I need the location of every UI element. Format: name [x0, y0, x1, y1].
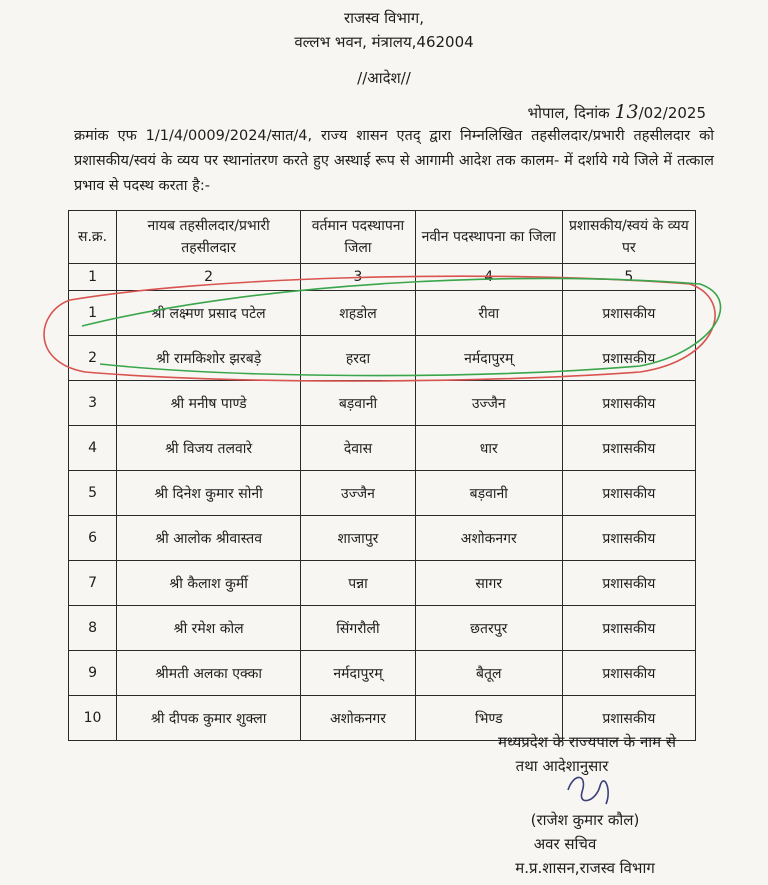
signatory-name: (राजेश कुमार कौल) — [530, 811, 640, 829]
cell-officer: श्री लक्ष्मण प्रसाद पटेल — [117, 291, 301, 336]
cell-officer: श्री रमेश कोल — [117, 606, 301, 651]
date-day-handwritten: 13 — [614, 101, 639, 123]
cell-new-district: नर्मदापुरम् — [415, 336, 562, 381]
cell-officer: श्रीमती अलका एक्का — [117, 651, 301, 696]
column-number: 4 — [415, 264, 562, 291]
column-number: 1 — [69, 264, 117, 291]
cell-serial: 10 — [69, 696, 117, 741]
cell-officer: श्री दीपक कुमार शुक्ला — [117, 696, 301, 741]
table-row — [69, 381, 696, 426]
transfer-table — [68, 210, 696, 741]
table-row — [69, 426, 696, 471]
signature-line-order: तथा आदेशानुसार — [515, 757, 609, 775]
date-prefix: भोपाल, दिनांक — [527, 104, 610, 122]
cell-serial: 5 — [69, 471, 117, 516]
table-row — [69, 291, 696, 336]
cell-current-district: अशोकनगर — [301, 696, 416, 741]
order-heading: //आदेश// — [357, 69, 411, 87]
cell-officer: श्री दिनेश कुमार सोनी — [117, 471, 301, 516]
cell-expense-type: प्रशासकीय — [562, 516, 695, 561]
cell-expense-type: प्रशासकीय — [562, 291, 695, 336]
cell-serial: 6 — [69, 516, 117, 561]
order-body-text: क्रमांक एफ 1/1/4/0009/2024/सात/4, राज्य शासन एतद् द्वारा निम्नलिखित तहसीलदार/प्रभारी तहसीलदार को प्रशासकीय/स्वयं के व्यय पर स्थानांतरण करते हुए अस्थाई रूप से आगामी आदेश तक कालम- में दर्शाये गये जिले में तत्काल प्रभाव से पदस्थ करता है:- — [74, 128, 714, 194]
header-new-district: नवीन पदस्थापना का जिला — [415, 211, 562, 264]
signatory-designation: अवर सचिव — [533, 835, 597, 853]
cell-new-district: उज्जैन — [415, 381, 562, 426]
column-number: 2 — [117, 264, 301, 291]
cell-expense-type: प्रशासकीय — [562, 426, 695, 471]
cell-current-district: बड़वानी — [301, 381, 416, 426]
cell-expense-type: प्रशासकीय — [562, 336, 695, 381]
cell-current-district: नर्मदापुरम् — [301, 651, 416, 696]
cell-serial: 4 — [69, 426, 117, 471]
header-expense-type: प्रशासकीय/स्वयं के व्यय पर — [562, 211, 695, 264]
cell-officer: श्री विजय तलवारे — [117, 426, 301, 471]
cell-expense-type: प्रशासकीय — [562, 651, 695, 696]
cell-current-district: शाजापुर — [301, 516, 416, 561]
table-row — [69, 471, 696, 516]
column-number: 3 — [301, 264, 416, 291]
cell-current-district: पन्ना — [301, 561, 416, 606]
cell-serial: 8 — [69, 606, 117, 651]
cell-serial: 1 — [69, 291, 117, 336]
table-row — [69, 516, 696, 561]
cell-new-district: रीवा — [415, 291, 562, 336]
department-address: वल्लभ भवन, मंत्रालय,462004 — [294, 33, 474, 51]
table-header-row — [69, 211, 696, 264]
cell-serial: 9 — [69, 651, 117, 696]
cell-new-district: धार — [415, 426, 562, 471]
cell-new-district: बड़वानी — [415, 471, 562, 516]
header-officer: नायब तहसीलदार/प्रभारी तहसीलदार — [117, 211, 301, 264]
cell-new-district: छतरपुर — [415, 606, 562, 651]
table-row — [69, 561, 696, 606]
cell-expense-type: प्रशासकीय — [562, 381, 695, 426]
table-row — [69, 606, 696, 651]
cell-new-district: अशोकनगर — [415, 516, 562, 561]
signature-scribble — [568, 777, 608, 804]
signature-line-governor: मध्यप्रदेश के राज्यपाल के नाम से — [497, 733, 677, 751]
cell-new-district: सागर — [415, 561, 562, 606]
cell-current-district: हरदा — [301, 336, 416, 381]
cell-officer: श्री आलोक श्रीवास्तव — [117, 516, 301, 561]
signatory-office: म.प्र.शासन,राजस्व विभाग — [515, 859, 655, 877]
column-number-row — [69, 264, 696, 291]
table-row — [69, 651, 696, 696]
cell-serial: 3 — [69, 381, 117, 426]
table-row — [69, 336, 696, 381]
cell-current-district: शहडोल — [301, 291, 416, 336]
cell-expense-type: प्रशासकीय — [562, 696, 695, 741]
cell-serial: 7 — [69, 561, 117, 606]
column-number: 5 — [562, 264, 695, 291]
date-line — [528, 101, 706, 123]
cell-officer: श्री कैलाश कुर्मी — [117, 561, 301, 606]
cell-new-district: भिण्ड — [415, 696, 562, 741]
date-rest: /02/2025 — [638, 104, 706, 122]
cell-current-district: उज्जैन — [301, 471, 416, 516]
cell-officer: श्री मनीष पाण्डे — [117, 381, 301, 426]
cell-officer: श्री रामकिशोर झरबड़े — [117, 336, 301, 381]
cell-expense-type: प्रशासकीय — [562, 561, 695, 606]
cell-expense-type: प्रशासकीय — [562, 606, 695, 651]
cell-current-district: सिंगरौली — [301, 606, 416, 651]
header-current-district: वर्तमान पदस्थापना जिला — [301, 211, 416, 264]
cell-new-district: बैतूल — [415, 651, 562, 696]
cell-current-district: देवास — [301, 426, 416, 471]
cell-serial: 2 — [69, 336, 117, 381]
header-serial: स.क्र. — [69, 211, 117, 264]
department-title: राजस्व विभाग, — [344, 9, 424, 27]
cell-expense-type: प्रशासकीय — [562, 471, 695, 516]
